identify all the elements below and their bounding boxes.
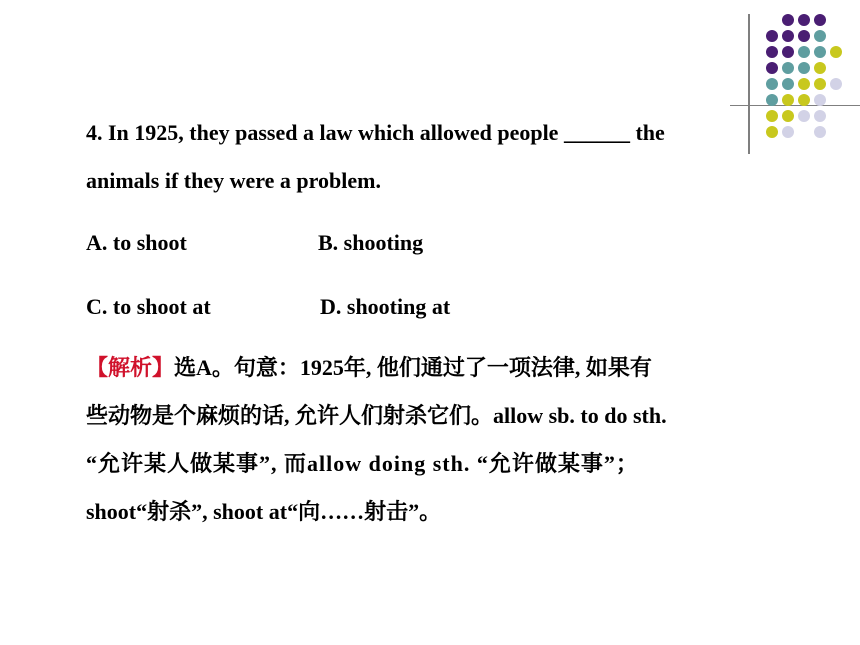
decorative-dot xyxy=(798,14,810,26)
decorative-dot xyxy=(766,110,778,122)
decorative-dot xyxy=(782,62,794,74)
decorative-dot xyxy=(830,46,842,58)
explanation-text-1: 选A。句意：1925年, 他们通过了一项法律, 如果有 xyxy=(174,355,652,380)
decorative-dot xyxy=(814,14,826,26)
question-line-1: 4. In 1925, they passed a law which allowed people ______ the xyxy=(86,120,665,145)
horizontal-divider-line xyxy=(730,105,860,106)
decorative-dot xyxy=(782,14,794,26)
decorative-dot xyxy=(814,46,826,58)
decorative-dot xyxy=(766,30,778,42)
decorative-dot xyxy=(782,126,794,138)
decorative-dot xyxy=(814,62,826,74)
decorative-dot xyxy=(782,78,794,90)
vertical-divider-line xyxy=(748,14,750,154)
decorative-dot xyxy=(782,30,794,42)
option-b: B. shooting xyxy=(318,230,424,255)
explanation-line-1 xyxy=(86,355,652,381)
decorative-dot xyxy=(814,30,826,42)
explanation-line-4: shoot“射杀”, shoot at“向……射击”。 xyxy=(86,499,442,524)
decorative-dot xyxy=(814,78,826,90)
decorative-dot xyxy=(798,46,810,58)
option-c: C. to shoot at xyxy=(86,294,211,319)
decorative-dot xyxy=(766,62,778,74)
decorative-dot xyxy=(766,46,778,58)
decorative-dot xyxy=(814,126,826,138)
decorative-dot xyxy=(830,78,842,90)
decorative-dot xyxy=(798,110,810,122)
question-line-2: animals if they were a problem. xyxy=(86,168,381,193)
explanation-line-2: 些动物是个麻烦的话, 允许人们射杀它们。allow sb. to do sth. xyxy=(86,403,667,428)
decorative-dot xyxy=(814,110,826,122)
explanation-tag: 【解析】 xyxy=(86,355,175,380)
decorative-dot xyxy=(782,46,794,58)
explanation-line-3: “允许某人做某事”, 而allow doing sth. “允许做某事”； xyxy=(86,451,639,476)
decorative-dot xyxy=(766,78,778,90)
decorative-dot xyxy=(766,126,778,138)
option-a: A. to shoot xyxy=(86,230,187,255)
decorative-dot xyxy=(798,78,810,90)
decorative-dot xyxy=(798,62,810,74)
option-d: D. shooting at xyxy=(320,294,451,319)
decorative-dot xyxy=(782,110,794,122)
decorative-dot xyxy=(798,30,810,42)
